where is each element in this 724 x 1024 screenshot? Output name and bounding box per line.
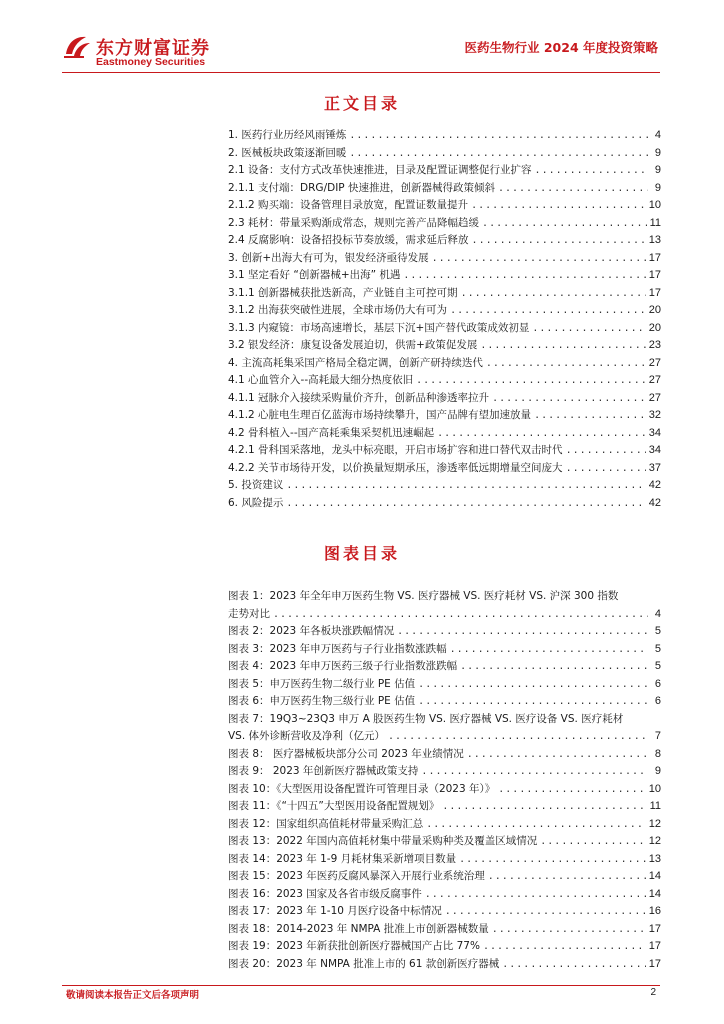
figure-entry-page: 10	[648, 782, 661, 795]
dot-leader	[432, 250, 646, 268]
toc-entry-page: 10	[648, 199, 661, 211]
dot-leader	[472, 232, 646, 250]
dot-leader	[534, 407, 646, 425]
toc-entry[interactable]	[228, 162, 661, 180]
dot-leader	[426, 816, 646, 834]
figure-entry[interactable]	[228, 798, 661, 816]
figure-entry-label: 图表 19：2023 年新获批创新医疗器械国产占比 77%	[228, 940, 480, 952]
figure-entry-label: 图表 10：《大型医用设备配置许可管理目录（2023 年）》	[228, 782, 496, 795]
toc-entry[interactable]	[228, 442, 661, 460]
toc-entry[interactable]	[228, 285, 661, 303]
figure-entry-label: 图表 7：19Q3~23Q3 申万 A 股医药生物 VS. 医疗器械 VS. 医疗设备 VS. 医疗耗材	[228, 712, 624, 725]
dot-leader	[540, 833, 645, 851]
toc-entry-page: 20	[648, 304, 661, 316]
toc-entry-page: 32	[648, 409, 661, 421]
toc-entry[interactable]	[228, 407, 661, 425]
figure-entry-label: 图表 2：2023 年各板块涨跌幅情况	[228, 625, 395, 637]
toc-entry[interactable]	[228, 460, 661, 478]
dot-leader	[416, 372, 646, 390]
figure-entry-label: 图表 16：2023 国家及各省市级反腐事件	[228, 887, 422, 900]
toc-entry-label: 2.3 耗材：带量采购渐成常态，规则完善产品降幅趋缓	[228, 216, 480, 229]
figure-entry-label: 图表 13：2022 年国内高值耗材集中带量采购种类及覆盖区域情况	[228, 835, 538, 847]
toc-list	[228, 127, 661, 512]
toc-title: 正文目录	[323, 94, 400, 113]
figure-entry[interactable]	[228, 623, 661, 641]
figure-entry[interactable]	[228, 711, 661, 746]
toc-entry-page: 9	[654, 164, 661, 176]
dot-leader	[488, 868, 646, 886]
logo-text-en: Eastmoney Securities	[96, 56, 206, 68]
toc-entry-label: 5. 投资建议	[228, 479, 284, 491]
dot-leader	[492, 390, 646, 408]
footer-divider	[62, 985, 660, 986]
dot-leader	[349, 145, 648, 163]
dot-leader	[480, 337, 645, 355]
figure-entry-label: 图表 6：申万医药生物三级行业 PE 估值	[228, 695, 416, 707]
figure-entry-page: 5	[654, 642, 661, 655]
toc-entry-label: 2.1 设备：支付方式改革快速推进，目录及配置证调整促行业扩容	[228, 164, 532, 176]
dot-leader	[482, 215, 647, 233]
dot-leader	[498, 180, 648, 198]
toc-entry-label: 4.1 心血管介入--高耗最大细分热度依旧	[228, 374, 414, 386]
figure-entry[interactable]	[228, 938, 661, 956]
dot-leader	[273, 606, 648, 624]
toc-entry[interactable]	[228, 302, 661, 320]
dot-leader	[445, 903, 646, 921]
toc-entry[interactable]	[228, 145, 661, 163]
figure-entry-label: 图表 17：2023 年 1-10 月医疗设备中标情况	[228, 905, 442, 917]
figure-entry-label: 图表 9： 2023 年创新医疗器械政策支持	[228, 765, 419, 777]
toc-entry-label: 3. 创新+出海大有可为，银发经济亟待发展	[228, 251, 429, 264]
toc-entry-page: 17	[648, 286, 661, 299]
toc-entry-label: 2.4 反腐影响：设备招投标节奏放缓，需求延后释放	[228, 234, 469, 246]
dot-leader	[286, 477, 645, 495]
page-number: 2	[650, 987, 656, 998]
dot-leader	[566, 460, 646, 478]
dot-leader	[532, 320, 645, 338]
dot-leader	[349, 127, 648, 145]
dot-leader	[418, 693, 648, 711]
figure-entry-page: 13	[648, 852, 661, 865]
figure-entry[interactable]	[228, 676, 661, 694]
dot-leader	[502, 956, 646, 974]
figure-entry[interactable]	[228, 746, 661, 764]
toc-entry[interactable]	[228, 337, 661, 355]
toc-entry-label: 4.2.2 关节市场待开发，以价换量短期承压，渗透率低远期增量空间庞大	[228, 461, 563, 474]
dot-leader	[486, 355, 646, 373]
toc-entry-page: 9	[654, 181, 661, 194]
dot-leader	[388, 728, 648, 746]
toc-entry[interactable]	[228, 372, 661, 390]
toc-entry[interactable]	[228, 197, 661, 215]
dot-leader	[460, 658, 648, 676]
toc-entry-page: 27	[648, 356, 661, 369]
dot-leader	[467, 746, 648, 764]
toc-entry-page: 42	[648, 479, 661, 491]
toc-entry-page: 17	[648, 269, 661, 281]
toc-entry[interactable]	[228, 232, 661, 250]
toc-entry-page: 37	[648, 461, 661, 474]
toc-entry-page: 27	[648, 374, 661, 386]
figure-entry-label: 图表 20：2023 年 NMPA 批准上市的 61 款创新医疗器械	[228, 957, 500, 970]
figure-entry-label: 图表 11：《“十四五”大型医用设备配置规划》	[228, 800, 440, 812]
figure-entry[interactable]	[228, 886, 661, 904]
figure-entry-page: 14	[648, 870, 661, 882]
dot-leader	[418, 676, 648, 694]
disclaimer-note[interactable]: 敬请阅读本报告正文后各项声明	[66, 990, 200, 1001]
toc-entry-label: 4. 主流高耗集采国产格局全稳定调，创新产研持续迭代	[228, 356, 483, 369]
dot-leader	[471, 197, 646, 215]
toc-entry-label: 6. 风险提示	[228, 496, 284, 509]
dot-leader	[535, 162, 648, 180]
figure-entry[interactable]	[228, 851, 661, 869]
dot-leader	[498, 781, 645, 799]
figure-entry-label-continued: 走势对比	[228, 607, 270, 620]
toc-entry[interactable]	[228, 320, 661, 338]
figure-entry-page: 17	[648, 940, 661, 952]
figure-entry-page: 9	[654, 765, 661, 777]
dot-leader	[461, 285, 646, 303]
figure-entry-page: 4	[654, 607, 661, 620]
figure-entry-page: 5	[654, 660, 661, 672]
toc-entry-label: 2.1.2 购买端：设备管理目录放宽，配置证数量提升	[228, 199, 469, 211]
dot-leader	[483, 938, 646, 956]
toc-entry[interactable]	[228, 390, 661, 408]
figure-entry-label: 图表 5：申万医药生物二级行业 PE 估值	[228, 677, 416, 690]
toc-entry[interactable]	[228, 495, 661, 513]
figure-entry-label-continued: VS. 体外诊断营收及净利（亿元）	[228, 730, 386, 742]
dot-leader	[566, 442, 646, 460]
toc-entry-label: 3.1 坚定看好 “创新器械+出海” 机遇	[228, 269, 401, 281]
toc-entry-page: 23	[648, 339, 661, 351]
dot-leader	[450, 641, 648, 659]
dot-leader	[421, 763, 648, 781]
figure-entry[interactable]	[228, 956, 661, 974]
toc-entry[interactable]	[228, 180, 661, 198]
toc-entry-label: 3.2 银发经济：康复设备发展迫切，供需+政策促发展	[228, 339, 478, 351]
dot-leader	[286, 495, 645, 513]
toc-entry-page: 11	[649, 216, 661, 229]
figure-entry-page: 16	[648, 905, 661, 917]
figure-list-title: 图表目录	[323, 544, 400, 563]
figure-entry-page: 7	[654, 730, 661, 742]
figure-entry-page: 17	[648, 957, 661, 970]
figure-entry-page: 14	[648, 887, 661, 900]
toc-entry-label: 3.1.3 内窥镜：市场高速增长，基层下沉+国产替代政策成效初显	[228, 321, 530, 334]
toc-entry[interactable]	[228, 127, 661, 145]
figure-entry-page: 12	[648, 835, 661, 847]
toc-entry-page: 9	[654, 146, 661, 159]
figure-list	[228, 588, 661, 973]
toc-entry-label: 4.1.1 冠脉介入接续采购量价齐升，创新品种渗透率拉升	[228, 391, 490, 404]
dot-leader	[437, 425, 646, 443]
dot-leader	[459, 851, 646, 869]
figure-entry-label: 图表 3：2023 年申万医药与子行业指数涨跌幅	[228, 642, 447, 655]
figure-entry[interactable]	[228, 781, 661, 799]
toc-entry-page: 34	[648, 444, 661, 456]
figure-entry[interactable]	[228, 658, 661, 676]
figure-entry[interactable]	[228, 921, 661, 939]
toc-entry-page: 17	[648, 251, 661, 264]
toc-entry-label: 2.1.1 支付端：DRG/DIP 快速推进，创新器械得政策倾斜	[228, 181, 495, 194]
figure-entry-label: 图表 18：2014-2023 年 NMPA 批准上市创新器械数量	[228, 922, 489, 935]
toc-entry-page: 13	[648, 234, 661, 246]
dot-leader	[450, 302, 646, 320]
figure-entry[interactable]	[228, 868, 661, 886]
toc-entry-label: 4.2.1 骨科国采落地，龙头中标亮眼，开启市场扩容和进口替代双击时代	[228, 444, 563, 456]
dot-leader	[425, 886, 646, 904]
figure-entry-page: 12	[648, 817, 661, 830]
toc-entry[interactable]	[228, 355, 661, 373]
figure-entry-label: 图表 8： 医疗器械板块部分公司 2023 年业绩情况	[228, 747, 464, 760]
figure-entry-label: 图表 1：2023 年全年申万医药生物 VS. 医疗器械 VS. 医疗耗材 VS. 沪深 300 指数	[228, 590, 619, 602]
toc-entry-page: 42	[648, 496, 661, 509]
dot-leader	[397, 623, 648, 641]
figure-entry-page: 6	[654, 677, 661, 690]
figure-entry[interactable]	[228, 903, 661, 921]
toc-entry-label: 3.1.2 出海获突破性进展，全球市场仍大有可为	[228, 304, 448, 316]
figure-entry-page: 6	[654, 695, 661, 707]
figure-entry-label: 图表 12：国家组织高值耗材带量采购汇总	[228, 817, 424, 830]
toc-entry-label: 1. 医药行业历经风雨锤炼	[228, 129, 347, 141]
figure-entry[interactable]	[228, 833, 661, 851]
figure-entry-label: 图表 15：2023 年医药反腐风暴深入开展行业系统治理	[228, 870, 485, 882]
toc-entry-page: 27	[648, 391, 661, 404]
toc-entry-label: 4.1.2 心脏电生理百亿蓝海市场持续攀升，国产品牌有望加速放量	[228, 409, 532, 421]
report-title: 医药生物行业 2024 年度投资策略	[464, 40, 658, 55]
toc-entry-page: 20	[648, 321, 661, 334]
figure-entry[interactable]	[228, 693, 661, 711]
toc-entry-label: 4.2 骨科植入--国产高耗乘集采契机迅速崛起	[228, 426, 435, 439]
toc-entry[interactable]	[228, 215, 661, 233]
page-header	[0, 0, 724, 72]
logo-text-cn: 东方财富证券	[96, 38, 210, 59]
toc-entry-page: 34	[648, 426, 661, 439]
figure-entry-page: 5	[654, 625, 661, 637]
toc-entry-page: 4	[654, 129, 661, 141]
figure-entry-page: 17	[648, 922, 661, 935]
header-divider	[62, 72, 660, 73]
figure-entry[interactable]	[228, 641, 661, 659]
toc-entry[interactable]	[228, 250, 661, 268]
dot-leader	[492, 921, 646, 939]
toc-entry[interactable]	[228, 267, 661, 285]
figure-entry[interactable]	[228, 816, 661, 834]
figure-entry-page: 11	[649, 800, 661, 812]
figure-entry-page: 8	[654, 747, 661, 760]
figure-entry[interactable]	[228, 763, 661, 781]
toc-entry-label: 3.1.1 创新器械获批迭新高，产业链自主可控可期	[228, 286, 458, 299]
figure-entry[interactable]	[228, 588, 661, 623]
toc-entry-label: 2. 医械板块政策逐渐回暖	[228, 146, 347, 159]
dot-leader	[442, 798, 646, 816]
figure-entry-label: 图表 4：2023 年申万医药三级子行业指数涨跌幅	[228, 660, 458, 672]
figure-entry-label: 图表 14：2023 年 1-9 月耗材集采新增项目数量	[228, 852, 457, 865]
toc-entry[interactable]	[228, 425, 661, 443]
toc-entry[interactable]	[228, 477, 661, 495]
dot-leader	[403, 267, 645, 285]
eastmoney-logo-icon	[62, 34, 92, 60]
